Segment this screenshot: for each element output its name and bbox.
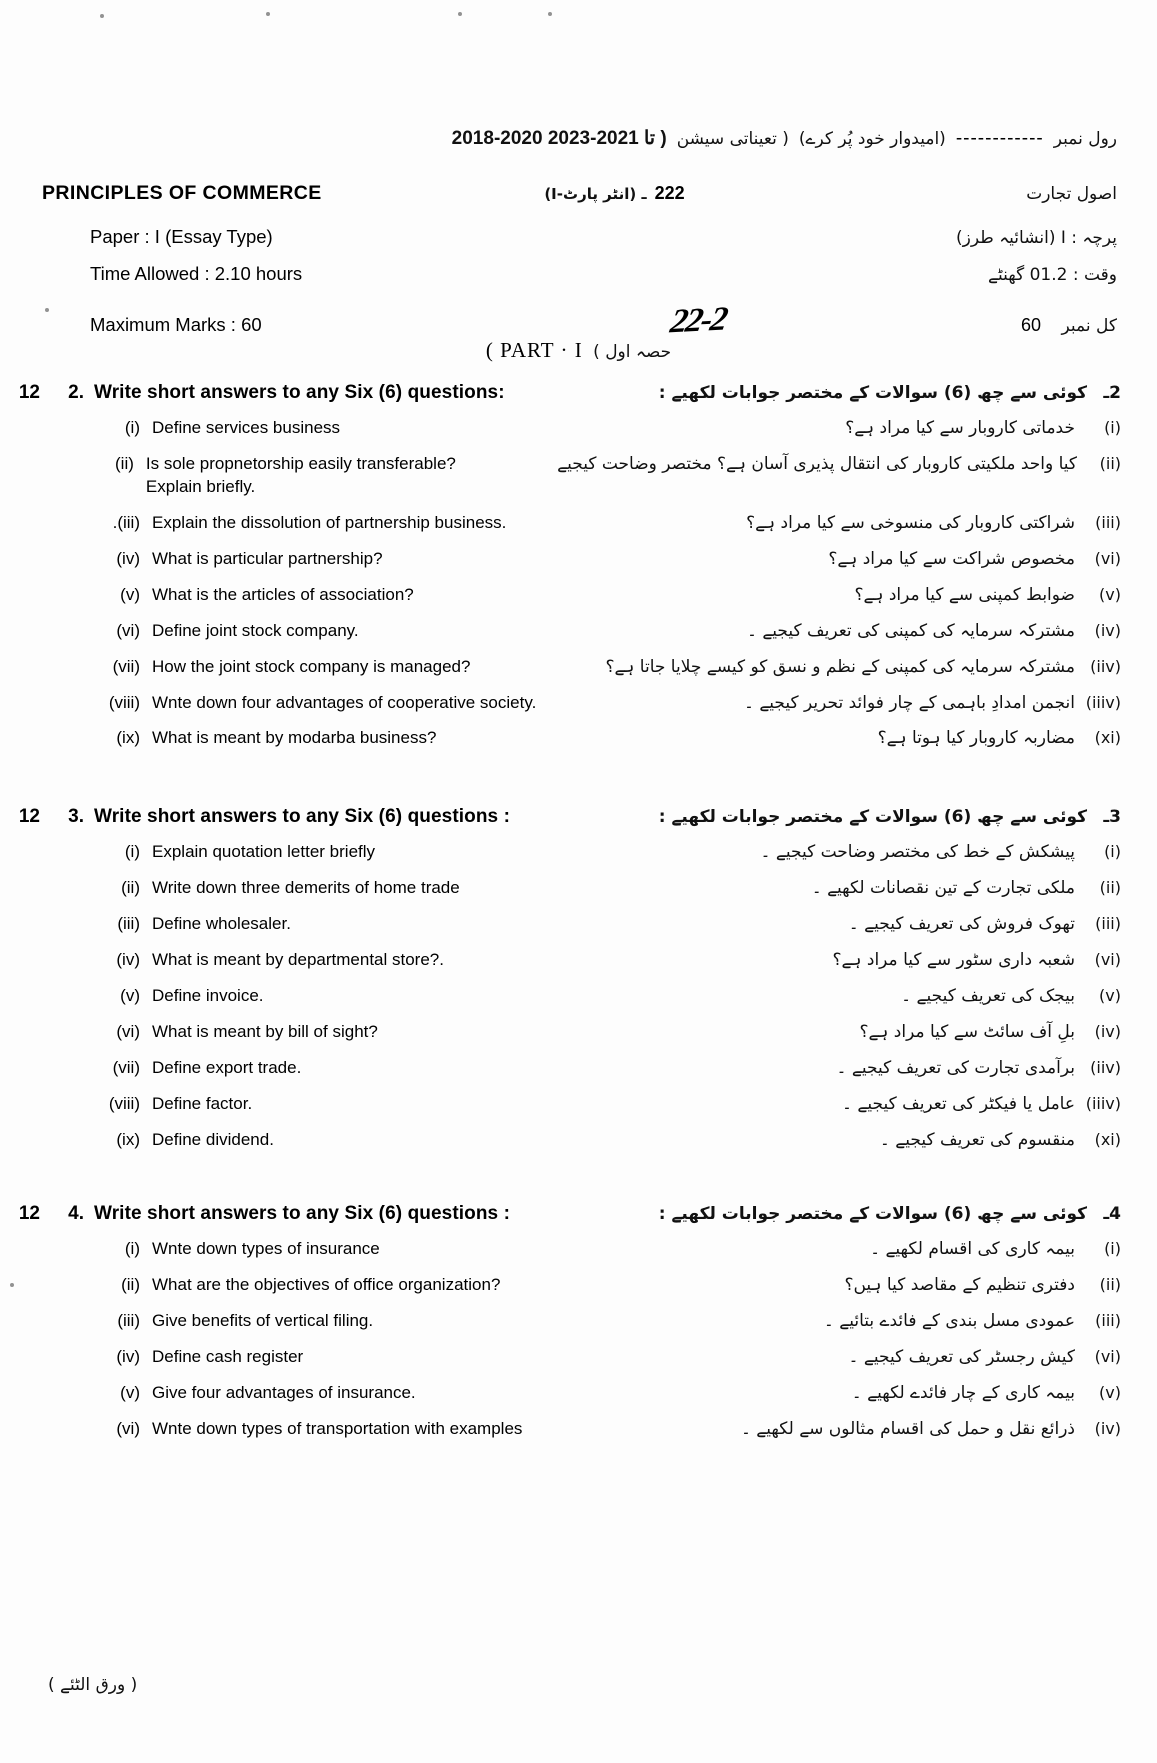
question-item xyxy=(0,620,1121,643)
scan-speck xyxy=(548,12,552,16)
question-item xyxy=(0,949,1121,972)
item-roman-number-ur: (ix) xyxy=(1094,728,1121,748)
item-roman-number-ur: (iii) xyxy=(1095,913,1121,933)
item-roman-number: (iv) xyxy=(116,548,140,568)
item-text-en: Wnte down four advantages of cooperative society. xyxy=(152,692,537,712)
question-item xyxy=(0,913,1121,936)
paper-type-row xyxy=(90,226,1117,249)
question-heading xyxy=(0,382,1121,404)
item-text-ur: ذرائع نقل و حمل کی اقسام مثالوں سے لکھیے ۔ xyxy=(740,1418,1075,1439)
item-roman-number-ur: (i) xyxy=(1104,1239,1121,1258)
question-prompt-ur: کوئی سے چھ (6) سوالات کے مختصر جوابات لکھیے : xyxy=(658,383,1087,403)
item-text-ur: بیجک کی تعریف کیجیے ۔ xyxy=(901,985,1075,1006)
question-prompt-ur: کوئی سے چھ (6) سوالات کے مختصر جوابات لکھیے : xyxy=(658,807,1087,827)
item-roman-number: (v) xyxy=(120,1382,140,1402)
item-roman-number-ur: (ii) xyxy=(1099,877,1121,897)
paper-type-ur: پرچہ : I (انشائیہ طرز) xyxy=(956,228,1117,248)
question-marks: 12 xyxy=(18,382,40,403)
item-text-en: Define wholesaler. xyxy=(152,913,291,933)
time-allowed-ur: وقت : 2.10 گھنٹے xyxy=(988,265,1117,285)
time-allowed-en: Time Allowed : 2.10 hours xyxy=(90,263,303,284)
question-item xyxy=(0,548,1121,571)
question-item xyxy=(0,692,1121,715)
roll-number-row xyxy=(0,128,1117,150)
item-text-en: Wnte down types of insurance xyxy=(152,1239,380,1258)
question-number-ur: 3ـ xyxy=(1103,807,1121,827)
item-roman-number: (i) xyxy=(124,1239,140,1258)
question-items xyxy=(0,417,1121,750)
scan-speck xyxy=(100,14,104,18)
item-text-en: Is sole propnetorship easily transferable? Explain briefly. xyxy=(146,453,557,499)
item-roman-number-ur: (v) xyxy=(1099,985,1121,1005)
question-item xyxy=(0,1382,1121,1405)
item-roman-number: (v) xyxy=(120,584,140,604)
question-item xyxy=(0,417,1121,440)
item-text-en: Give benefits of vertical filing. xyxy=(152,1310,374,1330)
subject-title-ur: اصول تجارت xyxy=(1026,184,1117,204)
question-item xyxy=(0,656,1121,679)
turn-over-note: ( ورق الٹئے ) xyxy=(48,1675,138,1695)
item-text-ur: برآمدی تجارت کی تعریف کیجیے ۔ xyxy=(836,1057,1075,1078)
item-roman-number-ur: (v) xyxy=(1099,584,1121,604)
item-text-en: Write down three demerits of home trade xyxy=(152,877,460,897)
item-text-ur: شعبہ داری سٹور سے کیا مراد ہے؟ xyxy=(832,949,1075,970)
maximum-marks-ur-label: کل نمبر xyxy=(1061,316,1117,336)
item-roman-number-ur: (vii) xyxy=(1090,1057,1121,1077)
item-roman-number: (vii) xyxy=(112,1057,140,1077)
question-item xyxy=(0,584,1121,607)
item-text-en: Define export trade. xyxy=(152,1057,302,1077)
item-roman-number: (ix) xyxy=(116,728,140,748)
item-text-en: Explain quotation letter briefly xyxy=(152,842,376,861)
item-roman-number: (iii) xyxy=(117,913,140,933)
question-number: 2. xyxy=(68,382,84,403)
item-roman-number: (vii) xyxy=(112,656,140,676)
item-text-ur: مشترکہ سرمایہ کی کمپنی کی تعریف کیجیے ۔ xyxy=(746,620,1075,641)
part-heading-en: ( PART · I xyxy=(485,338,583,362)
question-item xyxy=(0,1238,1121,1261)
item-roman-number-ur: (iv) xyxy=(1094,548,1121,568)
question-number: 4. xyxy=(68,1203,84,1224)
question-item xyxy=(0,985,1121,1008)
item-roman-number-ur: (vi) xyxy=(1094,620,1121,640)
item-roman-number-ur: (i) xyxy=(1104,418,1121,437)
item-roman-number: (viii) xyxy=(108,1093,140,1113)
item-text-en: Give four advantages of insurance. xyxy=(152,1382,416,1402)
part-heading xyxy=(0,338,1157,363)
item-text-ur: عامل یا فیکٹر کی تعریف کیجیے ۔ xyxy=(842,1093,1075,1114)
question-heading xyxy=(0,1203,1121,1225)
item-roman-number: (viii) xyxy=(108,692,140,712)
maximum-marks-ur-group xyxy=(887,314,1117,337)
question-block-3 xyxy=(0,806,1121,1151)
item-text-en: Define cash register xyxy=(152,1346,304,1366)
item-text-en: Explain the dissolution of partnership business. xyxy=(152,512,507,532)
handwritten-stamp: 22-2 xyxy=(668,300,729,341)
item-roman-number-ur: (iv) xyxy=(1094,949,1121,969)
item-roman-number: (vi) xyxy=(116,1418,140,1438)
item-text-ur: کیش رجسٹر کی تعریف کیجیے ۔ xyxy=(848,1346,1075,1367)
item-text-en: Define invoice. xyxy=(152,985,264,1005)
question-item xyxy=(0,1093,1121,1116)
item-roman-number: (ii) xyxy=(115,453,134,473)
item-roman-number-ur: (vi) xyxy=(1094,1021,1121,1041)
session-years: 2018-2020 تا 2021-2023 ) xyxy=(451,128,667,149)
item-roman-number-ur: (vii) xyxy=(1090,656,1121,676)
question-marks: 12 xyxy=(18,1203,40,1224)
item-roman-number-ur: (viii) xyxy=(1085,1093,1121,1113)
subject-title-row xyxy=(42,182,1117,205)
question-prompt-en: Write short answers to any Six (6) questions : xyxy=(94,1203,511,1224)
paper-stamp xyxy=(510,302,887,340)
item-roman-number-ur: (viii) xyxy=(1085,692,1121,712)
item-text-ur: تھوک فروش کی تعریف کیجیے ۔ xyxy=(848,913,1075,934)
item-roman-number-ur: (iv) xyxy=(1094,1346,1121,1366)
question-number-ur: 4ـ xyxy=(1103,1204,1121,1224)
item-text-en: How the joint stock company is managed? xyxy=(152,656,471,676)
item-roman-number: (ii) xyxy=(121,877,140,897)
item-roman-number: (i) xyxy=(124,418,140,437)
item-text-en: What is particular partnership? xyxy=(152,548,383,568)
item-text-ur: بیمہ کاری کے چار فائدے لکھیے ۔ xyxy=(851,1382,1075,1403)
question-item xyxy=(0,453,1121,499)
item-text-ur: انجمن امدادِ باہمی کے چار فوائد تحریر کیجیے ۔ xyxy=(743,692,1075,713)
question-item xyxy=(0,1274,1121,1297)
scan-speck xyxy=(458,12,462,16)
part-heading-ur: حصہ اول ) xyxy=(593,342,672,362)
roll-number-blank[interactable]: ------------ xyxy=(955,128,1044,149)
question-item xyxy=(0,1021,1121,1044)
item-text-ur: شراکتی کاروبار کی منسوخی سے کیا مراد ہے؟ xyxy=(746,512,1075,533)
question-block-4 xyxy=(0,1203,1121,1441)
item-roman-number: (vi) xyxy=(116,620,140,640)
item-text-en: What is meant by departmental store?. xyxy=(152,949,444,969)
item-text-en: Define services business xyxy=(152,418,341,437)
question-items xyxy=(0,1238,1121,1441)
item-roman-number: .(iii) xyxy=(112,512,140,532)
maximum-marks-en: Maximum Marks : 60 xyxy=(90,314,262,335)
item-text-ur: ملکی تجارت کے تین نقصانات لکھیے ۔ xyxy=(811,877,1075,898)
paper-code-group xyxy=(432,183,907,204)
item-text-ur: بلِ آف سائٹ سے کیا مراد ہے؟ xyxy=(859,1021,1075,1042)
maximum-marks-ur-number: 60 xyxy=(1020,315,1041,335)
paper-type-en: Paper : I (Essay Type) xyxy=(90,226,273,247)
item-text-en: What is the articles of association? xyxy=(152,584,414,604)
item-text-ur: خدماتی کاروبار سے کیا مراد ہے؟ xyxy=(845,418,1075,438)
item-roman-number: (iii) xyxy=(117,1310,140,1330)
subject-title-en: PRINCIPLES OF COMMERCE xyxy=(42,182,322,204)
item-roman-number-ur: (vi) xyxy=(1094,1418,1121,1438)
item-text-ur: دفتری تنظیم کے مقاصد کیا ہیں؟ xyxy=(844,1274,1075,1295)
item-text-ur: مضاربہ کاروبار کیا ہوتا ہے؟ xyxy=(877,728,1075,749)
item-text-en: What are the objectives of office organization? xyxy=(152,1274,501,1294)
question-block-2 xyxy=(0,382,1121,750)
question-prompt-ur: کوئی سے چھ (6) سوالات کے مختصر جوابات لکھیے : xyxy=(658,1204,1087,1224)
question-number: 3. xyxy=(68,806,84,827)
item-text-ur: ضوابط کمپنی سے کیا مراد ہے؟ xyxy=(854,584,1075,605)
item-roman-number: (v) xyxy=(120,985,140,1005)
item-roman-number-ur: (i) xyxy=(1104,842,1121,861)
item-roman-number: (i) xyxy=(124,842,140,861)
paper-code-suffix: ـ (انٹر پارٹ-I) xyxy=(544,185,647,203)
paper-code: 222 xyxy=(654,183,685,203)
item-roman-number-ur: (iii) xyxy=(1095,1310,1121,1330)
item-roman-number: (iv) xyxy=(116,949,140,969)
item-roman-number: (ix) xyxy=(116,1129,140,1149)
scan-speck xyxy=(45,308,49,312)
item-text-en-continued: Explain briefly. xyxy=(145,476,256,496)
item-text-ur: منقسوم کی تعریف کیجیے ۔ xyxy=(879,1129,1075,1150)
item-text-ur: عمودی مسل بندی کے فائدے بتائیے ۔ xyxy=(823,1310,1075,1331)
question-item xyxy=(0,1057,1121,1080)
question-items xyxy=(0,841,1121,1151)
item-text-ur: کیا واحد ملکیتی کاروبار کی انتقال پذیری آسان ہے؟ مختصر وضاحت کیجیے xyxy=(557,453,1078,474)
item-text-en: What is meant by bill of sight? xyxy=(152,1021,378,1041)
item-text-en: Define factor. xyxy=(152,1093,253,1113)
question-marks: 12 xyxy=(18,806,40,827)
candidate-note: (امیدوار خود پُر کرے) xyxy=(798,129,946,149)
item-roman-number: (iv) xyxy=(116,1346,140,1366)
question-number-ur: 2ـ xyxy=(1103,383,1121,403)
roll-number-label: رول نمبر xyxy=(1053,129,1117,149)
item-text-ur: پیشکش کے خط کی مختصر وضاحت کیجیے ۔ xyxy=(760,842,1075,862)
question-prompt-en: Write short answers to any Six (6) questions: xyxy=(94,382,505,403)
question-item xyxy=(0,1129,1121,1152)
item-roman-number-ur: (v) xyxy=(1099,1382,1121,1402)
question-item xyxy=(0,512,1121,535)
item-roman-number: (vi) xyxy=(116,1021,140,1041)
time-allowed-row xyxy=(90,263,1117,286)
question-item xyxy=(0,841,1121,864)
question-item xyxy=(0,1310,1121,1333)
item-roman-number-ur: (iii) xyxy=(1095,512,1121,532)
question-item xyxy=(0,877,1121,900)
item-text-ur: مخصوص شراکت سے کیا مراد ہے؟ xyxy=(828,548,1075,569)
item-text-en: Define joint stock company. xyxy=(152,620,359,640)
item-roman-number-ur: (ii) xyxy=(1099,1274,1121,1294)
item-text-en: Define dividend. xyxy=(152,1129,274,1149)
session-label: ( تعیناتی سیشن xyxy=(676,129,789,149)
item-roman-number: (ii) xyxy=(121,1274,140,1294)
item-text-en: Wnte down types of transportation with examples xyxy=(152,1418,523,1438)
question-item xyxy=(0,1418,1121,1441)
item-text-en: What is meant by modarba business? xyxy=(152,728,437,748)
maximum-marks-row xyxy=(90,302,1117,340)
scan-speck xyxy=(266,12,270,16)
question-item xyxy=(0,727,1121,750)
item-roman-number-ur: (ix) xyxy=(1094,1129,1121,1149)
question-item xyxy=(0,1346,1121,1369)
item-text-ur: مشترکہ سرمایہ کی کمپنی کے نظم و نسق کو کیسے چلایا جاتا ہے؟ xyxy=(605,656,1075,677)
question-heading xyxy=(0,806,1121,828)
item-text-ur: بیمہ کاری کی اقسام لکھیے ۔ xyxy=(870,1239,1075,1259)
question-prompt-en: Write short answers to any Six (6) questions : xyxy=(94,806,511,827)
item-roman-number-ur: (ii) xyxy=(1099,453,1122,473)
